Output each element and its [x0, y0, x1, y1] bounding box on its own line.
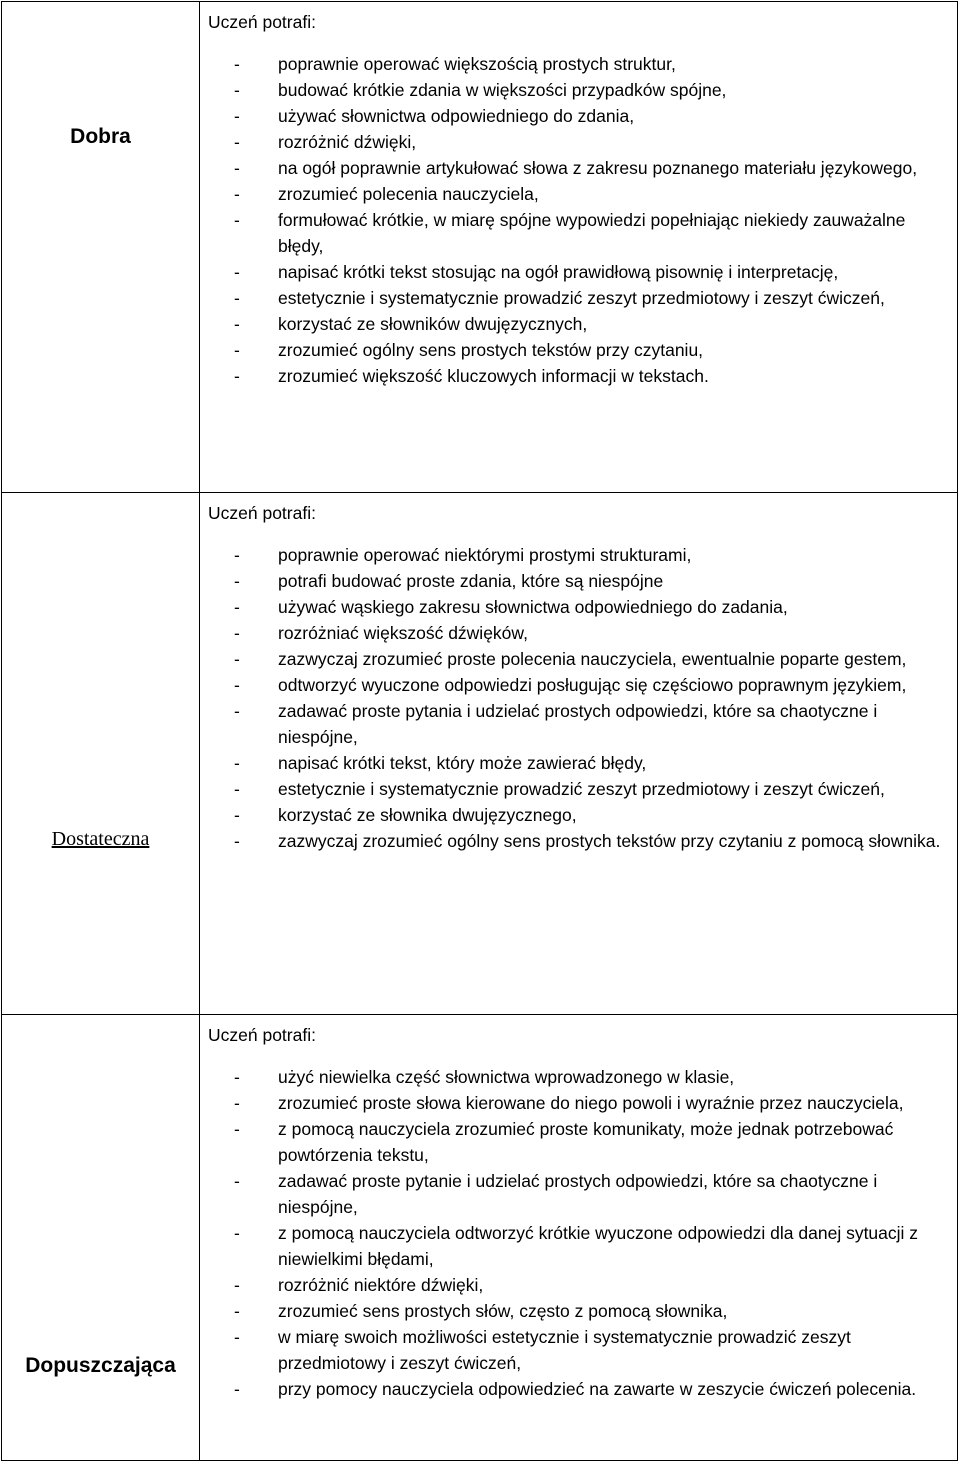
list-dash: - [234, 831, 240, 851]
list-dash: - [234, 1067, 240, 1087]
list-dash: - [234, 288, 240, 308]
skill-item [208, 363, 951, 389]
skill-item [208, 77, 951, 103]
skill-text: korzystać ze słowników dwujęzycznych, [278, 314, 588, 334]
list-dash: - [234, 701, 240, 721]
skill-text: napisać krótki tekst stosując na ogół prawidłową pisownię i interpretację, [278, 262, 839, 282]
skill-text: napisać krótki tekst, który może zawierać błędy, [278, 753, 647, 773]
skill-item [208, 1064, 951, 1090]
skill-item [208, 698, 951, 750]
skill-text: zazwyczaj zrozumieć proste polecenia nauczyciela, ewentualnie poparte gestem, [278, 649, 907, 669]
skill-text: korzystać ze słownika dwujęzycznego, [278, 805, 577, 825]
list-dash: - [234, 1171, 240, 1191]
skill-item [208, 1272, 951, 1298]
skill-item [208, 311, 951, 337]
intro-text: Uczeń potrafi: [208, 1025, 316, 1045]
skill-item [208, 594, 951, 620]
grade-cell [2, 1015, 200, 1461]
list-dash: - [234, 54, 240, 74]
skill-item [208, 1168, 951, 1220]
list-dash: - [234, 1275, 240, 1295]
skill-item [208, 568, 951, 594]
skills-list [208, 51, 951, 389]
skill-text: zazwyczaj zrozumieć ogólny sens prostych tekstów przy czytaniu z pomocą słownika. [278, 831, 941, 851]
skill-text: na ogół poprawnie artykułować słowa z zakresu poznanego materiału językowego, [278, 158, 918, 178]
list-dash: - [234, 675, 240, 695]
skill-text: formułować krótkie, w miarę spójne wypowiedzi popełniając niekiedy zauważalne błędy, [278, 210, 906, 256]
grade-cell [2, 493, 200, 1015]
grade-label: Dopuszczająca [25, 1353, 176, 1377]
skill-item [208, 802, 951, 828]
skill-item [208, 155, 951, 181]
grade-label: Dostateczna [51, 828, 150, 850]
list-dash: - [234, 753, 240, 773]
intro-text: Uczeń potrafi: [208, 503, 316, 523]
skill-text: estetycznie i systematycznie prowadzić zeszyt przedmiotowy i zeszyt ćwiczeń, [278, 288, 885, 308]
skill-text: z pomocą nauczyciela zrozumieć proste komunikaty, może jednak potrzebować powtórzenia tekstu, [278, 1119, 894, 1165]
skill-text: przy pomocy nauczyciela odpowiedzieć na zawarte w zeszycie ćwiczeń polecenia. [278, 1379, 917, 1399]
requirements-cell [200, 2, 958, 493]
skill-text: estetycznie i systematycznie prowadzić zeszyt przedmiotowy i zeszyt ćwiczeń, [278, 779, 885, 799]
skill-text: poprawnie operować większością prostych struktur, [278, 54, 676, 74]
list-dash: - [234, 1327, 240, 1347]
skill-item [208, 1220, 951, 1272]
list-dash: - [234, 1379, 240, 1399]
skill-item [208, 181, 951, 207]
skill-text: rozróżnić dźwięki, [278, 132, 417, 152]
skill-text: użyć niewielka część słownictwa wprowadzonego w klasie, [278, 1067, 735, 1087]
skill-item [208, 207, 951, 259]
list-dash: - [234, 158, 240, 178]
skill-item [208, 1116, 951, 1168]
skill-item [208, 1298, 951, 1324]
skill-text: zadawać proste pytania i udzielać prostych odpowiedzi, które sa chaotyczne i niespójne, [278, 701, 878, 747]
list-dash: - [234, 1223, 240, 1243]
skill-item [208, 1376, 951, 1402]
skill-text: zrozumieć większość kluczowych informacji w tekstach. [278, 366, 709, 386]
skill-item [208, 1324, 951, 1376]
skill-text: zrozumieć proste słowa kierowane do niego powoli i wyraźnie przez nauczyciela, [278, 1093, 904, 1113]
list-dash: - [234, 805, 240, 825]
list-dash: - [234, 545, 240, 565]
skills-list [208, 542, 951, 854]
list-dash: - [234, 262, 240, 282]
intro-text: Uczeń potrafi: [208, 12, 316, 32]
requirements-cell [200, 493, 958, 1015]
grade-row-dopuszczajaca [2, 1015, 958, 1461]
skill-item [208, 51, 951, 77]
skill-text: z pomocą nauczyciela odtworzyć krótkie wyuczone odpowiedzi dla danej sytuacji z niewielkimi błędami, [278, 1223, 919, 1269]
skill-item [208, 750, 951, 776]
list-dash: - [234, 184, 240, 204]
skill-text: zrozumieć sens prostych słów, często z pomocą słownika, [278, 1301, 728, 1321]
list-dash: - [234, 571, 240, 591]
skill-item [208, 776, 951, 802]
list-dash: - [234, 132, 240, 152]
grade-label: Dobra [70, 125, 131, 148]
skill-text: zadawać proste pytanie i udzielać prostych odpowiedzi, które sa chaotyczne i niespójne, [278, 1171, 878, 1217]
list-dash: - [234, 80, 240, 100]
skill-item [208, 1090, 951, 1116]
grade-row-dobra [2, 2, 958, 493]
skill-item [208, 672, 951, 698]
skill-item [208, 103, 951, 129]
skill-text: poprawnie operować niektórymi prostymi strukturami, [278, 545, 692, 565]
list-dash: - [234, 210, 240, 230]
grade-row-dostateczna [2, 493, 958, 1015]
skill-text: zrozumieć ogólny sens prostych tekstów przy czytaniu, [278, 340, 704, 360]
list-dash: - [234, 597, 240, 617]
skill-text: rozróżnić niektóre dźwięki, [278, 1275, 484, 1295]
list-dash: - [234, 314, 240, 334]
requirements-cell [200, 1015, 958, 1461]
list-dash: - [234, 1119, 240, 1139]
skills-list [208, 1064, 951, 1402]
list-dash: - [234, 649, 240, 669]
skill-text: używać słownictwa odpowiedniego do zdania, [278, 106, 635, 126]
skill-item [208, 828, 951, 854]
skill-text: budować krótkie zdania w większości przypadków spójne, [278, 80, 727, 100]
skill-text: zrozumieć polecenia nauczyciela, [278, 184, 539, 204]
skill-item [208, 129, 951, 155]
skill-item [208, 542, 951, 568]
skill-item [208, 259, 951, 285]
grade-cell [2, 2, 200, 493]
skill-text: potrafi budować proste zdania, które są niespójne [278, 571, 664, 591]
skill-item [208, 646, 951, 672]
list-dash: - [234, 106, 240, 126]
list-dash: - [234, 1093, 240, 1113]
list-dash: - [234, 1301, 240, 1321]
list-dash: - [234, 623, 240, 643]
skill-item [208, 620, 951, 646]
list-dash: - [234, 366, 240, 386]
skill-text: w miarę swoich możliwości estetycznie i systematycznie prowadzić zeszyt przedmiotowy i zeszyt ćwiczeń, [278, 1327, 851, 1373]
grade-requirements-table [1, 1, 958, 1461]
skill-text: odtworzyć wyuczone odpowiedzi posługując się częściowo poprawnym językiem, [278, 675, 907, 695]
skill-item [208, 337, 951, 363]
skill-text: rozróżniać większość dźwięków, [278, 623, 528, 643]
skill-text: używać wąskiego zakresu słownictwa odpowiedniego do zadania, [278, 597, 788, 617]
list-dash: - [234, 779, 240, 799]
skill-item [208, 285, 951, 311]
list-dash: - [234, 340, 240, 360]
